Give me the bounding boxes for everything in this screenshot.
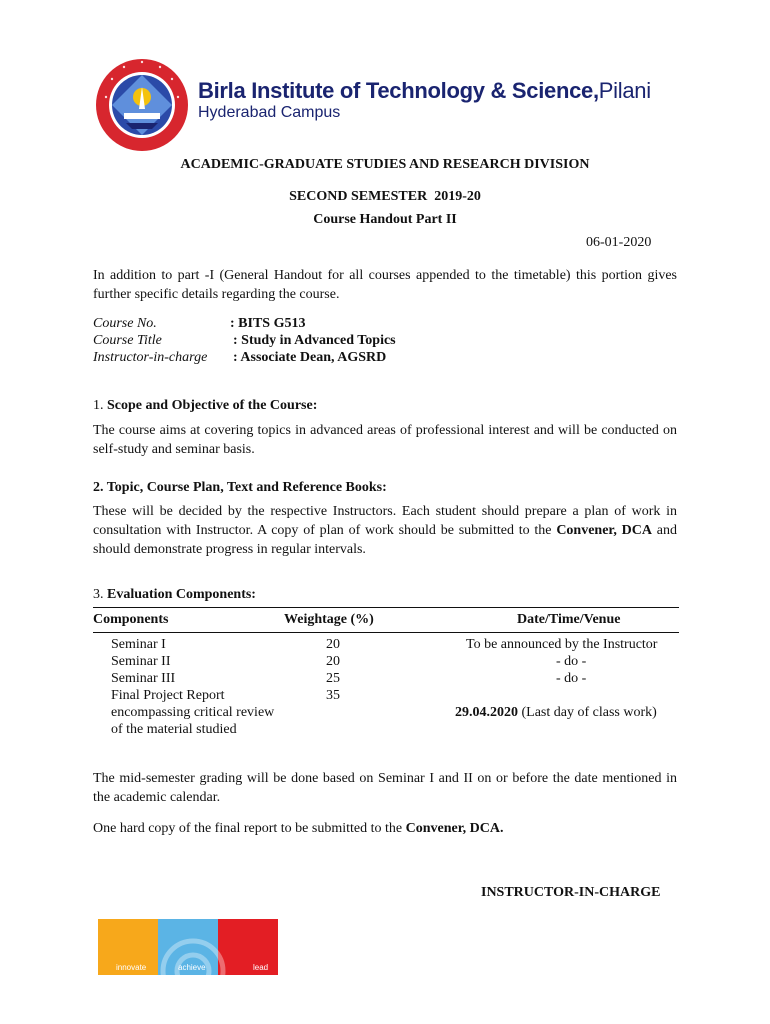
section-3-number: 3. <box>93 587 107 602</box>
section-2-text <box>93 502 677 559</box>
final-report-date: 29.04.2020 <box>455 705 518 720</box>
course-title-label: Course Title <box>93 333 162 348</box>
table-header-venue: Date/Time/Venue <box>517 612 621 627</box>
course-no-value: : BITS G513 <box>230 316 306 331</box>
bits-seal-logo <box>94 57 190 153</box>
footer-label-innovate: innovate <box>116 963 147 972</box>
table-top-rule <box>93 607 679 608</box>
footer-label-achieve: achieve <box>178 963 206 972</box>
final-report-text: One hard copy of the final report to be submitted to the <box>93 821 406 836</box>
course-title-value: : Study in Advanced Topics <box>233 333 396 348</box>
table-header-weightage: Weightage (%) <box>284 612 374 627</box>
table-row-component: encompassing critical review <box>111 705 275 720</box>
campus-name: Hyderabad Campus <box>198 104 341 121</box>
division-heading: ACADEMIC-GRADUATE STUDIES AND RESEARCH DIVISION <box>180 157 590 172</box>
final-report-convener: Convener, DCA. <box>405 821 504 836</box>
handout-heading: Course Handout Part II <box>313 212 457 227</box>
signature-label: INSTRUCTOR-IN-CHARGE <box>481 885 661 900</box>
section-1-heading <box>93 398 317 414</box>
institute-city: Pilani <box>598 78 651 103</box>
final-report-paragraph <box>93 821 503 837</box>
instructor-label: Instructor-in-charge <box>93 350 208 365</box>
table-row-component: Final Project Report <box>111 688 225 703</box>
section-3-heading <box>93 587 256 603</box>
table-row-weight: 25 <box>326 671 340 686</box>
table-row-venue: - do - <box>556 654 587 669</box>
section-1-text: The course aims at covering topics in advanced areas of professional interest and will be conducted on self-study and seminar basis. <box>93 423 677 457</box>
instructor-value: : Associate Dean, AGSRD <box>233 350 387 365</box>
table-row-component: Seminar III <box>111 671 176 686</box>
table-row-component: Seminar II <box>111 654 171 669</box>
footer-band-red <box>218 919 278 975</box>
table-header-components: Components <box>93 612 169 627</box>
table-row-weight: 35 <box>326 688 340 703</box>
institute-name-main: Birla Institute of Technology & Science, <box>198 78 599 103</box>
section-1-number: 1. <box>93 398 107 413</box>
handout-date: 06-01-2020 <box>586 235 652 250</box>
table-row-venue: To be announced by the Instructor <box>466 637 658 652</box>
table-row-weight: 20 <box>326 637 340 652</box>
institute-name <box>198 78 651 104</box>
section-2-heading: 2. Topic, Course Plan, Text and Reference Books: <box>93 480 387 495</box>
table-header-rule <box>93 632 679 633</box>
section-2-text-part2: and should demonstrate progress in regular intervals. <box>93 523 677 557</box>
intro-paragraph: In addition to part -I (General Handout for all courses appended to the timetable) this portion gives further specific details regarding the course. <box>93 268 677 302</box>
table-row-component: of the material studied <box>111 722 237 737</box>
section-1-title: Scope and Objective of the Course: <box>107 398 318 413</box>
table-row-venue: - do - <box>556 671 587 686</box>
table-row-component: Seminar I <box>111 637 166 652</box>
semester-heading: SECOND SEMESTER 2019-20 <box>289 189 481 204</box>
section-2-text-part1: These will be decided by the respective Instructors. Each student should prepare a plan of work in consultation with Instructor. A copy of plan of work should be submitted to the <box>93 504 677 538</box>
footer-brand-band <box>98 919 278 975</box>
midsem-paragraph: The mid-semester grading will be done based on Seminar I and II on or before the date mentioned in the academic calendar. <box>93 771 677 805</box>
table-row-venue <box>455 705 657 721</box>
section-3-title: Evaluation Components: <box>107 587 256 602</box>
final-report-date-note: (Last day of class work) <box>518 705 657 720</box>
footer-label-lead: lead <box>253 963 269 972</box>
table-row-weight: 20 <box>326 654 340 669</box>
course-no-label: Course No. <box>93 316 157 331</box>
section-2-convener: Convener, DCA <box>556 523 652 538</box>
